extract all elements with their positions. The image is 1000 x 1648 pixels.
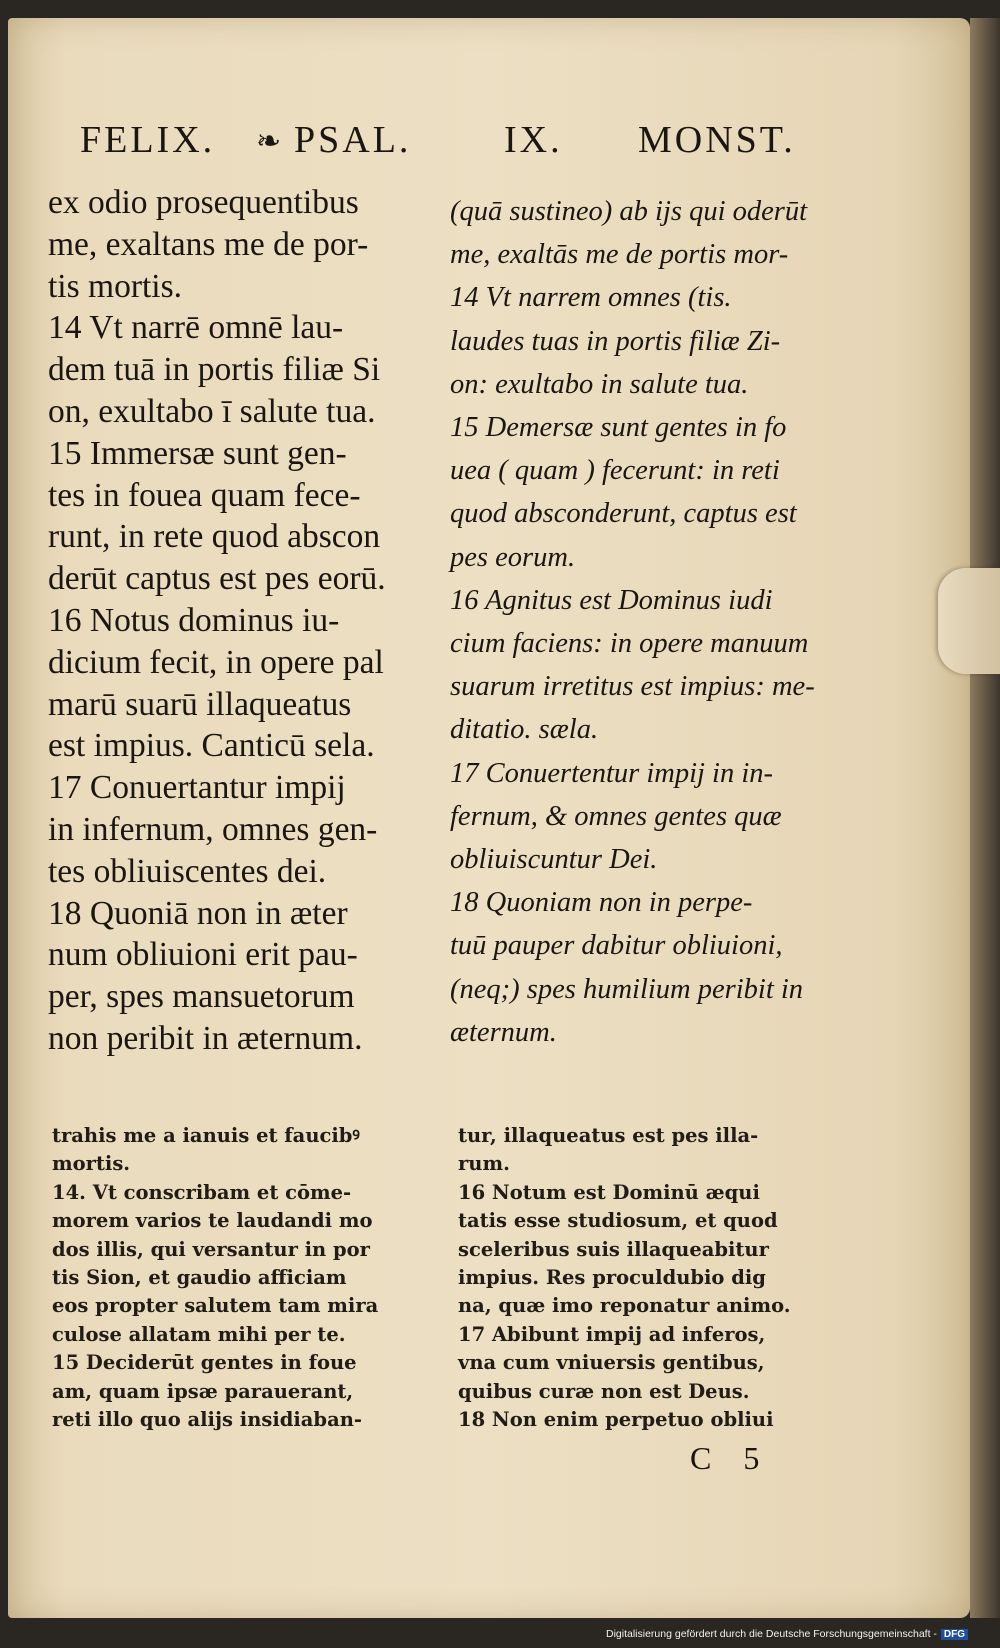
text-line: 16 Notum est Dominū æqui (458, 1180, 760, 1204)
dfg-logo: DFG (941, 1629, 968, 1640)
text-line: fernum, & omnes gentes quæ (450, 800, 782, 832)
text-line: 14. Vt conscribam et cōme- (52, 1180, 352, 1204)
text-line: (quā sustineo) ab ijs qui oderūt (450, 196, 808, 227)
text-line: tes in fouea quam fece- (48, 476, 361, 514)
text-line: na, quæ imo reponatur animo. (458, 1294, 791, 1318)
credit-text: Digitalisierung gefördert durch die Deutsche Forschungsgemeinschaft - (606, 1628, 937, 1640)
text-line: 15 Immersæ sunt gen- (48, 434, 347, 472)
text-line: eos propter salutem tam mira (52, 1294, 379, 1318)
commentary-left-column (52, 1122, 432, 1434)
text-line: tur, illaqueatus est pes illa- (458, 1124, 759, 1147)
text-line: per, spes mansuetorum (48, 978, 355, 1016)
text-line: dem tuā in portis filiæ Si (48, 351, 381, 389)
text-line: vna cum vniuersis gentibus, (458, 1351, 765, 1375)
text-line: marū suarū illaqueatus (48, 685, 352, 723)
text-line: 15 Demersæ sunt gentes in fo (450, 412, 787, 444)
text-line: 17 Conuertentur impij in in- (450, 757, 773, 789)
text-line: on: exultabo in salute tua. (450, 368, 749, 400)
header-right: MONST. (638, 119, 796, 161)
text-line: rum. (458, 1152, 510, 1176)
text-line: 16 Notus dominus iu- (48, 601, 340, 639)
text-line: 15 Deciderūt gentes in foue (52, 1351, 357, 1375)
digitization-credit (606, 1628, 968, 1640)
text-line: 18 Quoniā non in æter (48, 894, 348, 932)
text-line: runt, in rete quod abscon (48, 518, 381, 556)
text-line: tis mortis. (48, 267, 183, 305)
text-line: tis Sion, et gaudio afficiam (52, 1266, 347, 1290)
text-line: ex odio prosequentibus (48, 184, 359, 221)
commentary-right-column (458, 1122, 858, 1434)
latin-text-right-column (450, 190, 860, 1054)
book-spine-edge (970, 18, 1000, 1618)
text-line: æternum. (450, 1016, 557, 1048)
text-line: sceleribus suis illaqueabitur (458, 1237, 769, 1261)
text-line: est impius. Canticū sela. (48, 727, 375, 765)
signature-mark: C 5 (690, 1440, 772, 1476)
text-line: laudes tuas in portis filiæ Zi- (450, 325, 781, 357)
text-line: (neq;) spes humilium peribit in (450, 973, 804, 1005)
running-header (80, 118, 800, 168)
text-line: dos illis, qui versantur in por (52, 1237, 370, 1261)
text-line: impius. Res proculdubio dig (458, 1266, 766, 1290)
text-line: tuū pauper dabitur obliuioni, (450, 930, 783, 962)
text-line: 18 Quoniam non in perpe- (450, 887, 753, 919)
text-line: on, exultabo ī salute tua. (48, 392, 376, 430)
text-line: quod absconderunt, captus est (450, 498, 797, 530)
text-line: 17 Conuertantur impij (48, 769, 346, 807)
text-line: 16 Agnitus est Dominus iudi (450, 584, 773, 616)
text-line: tes obliuiscentes dei. (48, 852, 327, 890)
latin-text-left-column (48, 182, 430, 1060)
text-line: 14 Vt narrē omnē lau- (48, 309, 344, 347)
text-line: 17 Abibunt impij ad inferos, (458, 1322, 766, 1346)
text-line: 18 Non enim perpetuo obliui (458, 1408, 774, 1432)
text-line: dicium fecit, in opere pal (48, 643, 384, 681)
header-center: PSAL. (294, 119, 412, 161)
psalm-number: IX. (504, 119, 563, 161)
text-line: cium faciens: in opere manuum (450, 628, 809, 660)
text-line: suarum irretitus est impius: me- (450, 671, 815, 703)
text-line: me, exaltās me de portis mor- (450, 239, 789, 271)
text-line: quibus curæ non est Deus. (458, 1379, 750, 1403)
text-line: obliuiscuntur Dei. (450, 844, 658, 876)
page-tab-marker (938, 568, 1000, 674)
text-line: uea ( quam ) fecerunt: in reti (450, 455, 780, 487)
text-line: ditatio. sæla. (450, 714, 599, 746)
text-line: morem varios te laudandi mo (52, 1209, 373, 1233)
text-line: culose allatam mihi per te. (52, 1322, 346, 1346)
text-line: 14 Vt narrem omnes (tis. (450, 282, 732, 314)
text-line: am, quam ipsæ parauerant, (52, 1379, 354, 1403)
text-line: pes eorum. (450, 541, 576, 573)
text-line: trahis me a ianuis et faucibꝰ (52, 1124, 360, 1147)
fleuron-icon: ❧ (256, 125, 285, 158)
header-left: FELIX. (80, 119, 216, 161)
text-line: tatis esse studiosum, et quod (458, 1209, 778, 1233)
text-line: mortis. (52, 1152, 131, 1176)
text-line: num obliuioni erit pau- (48, 936, 358, 974)
text-line: reti illo quo alijs insidiaban- (52, 1408, 362, 1432)
text-line: derūt captus est pes eorū. (48, 560, 386, 598)
text-line: in infernum, omnes gen- (48, 810, 378, 848)
text-line: me, exaltans me de por- (48, 225, 369, 263)
text-line: non peribit in æternum. (48, 1019, 363, 1057)
